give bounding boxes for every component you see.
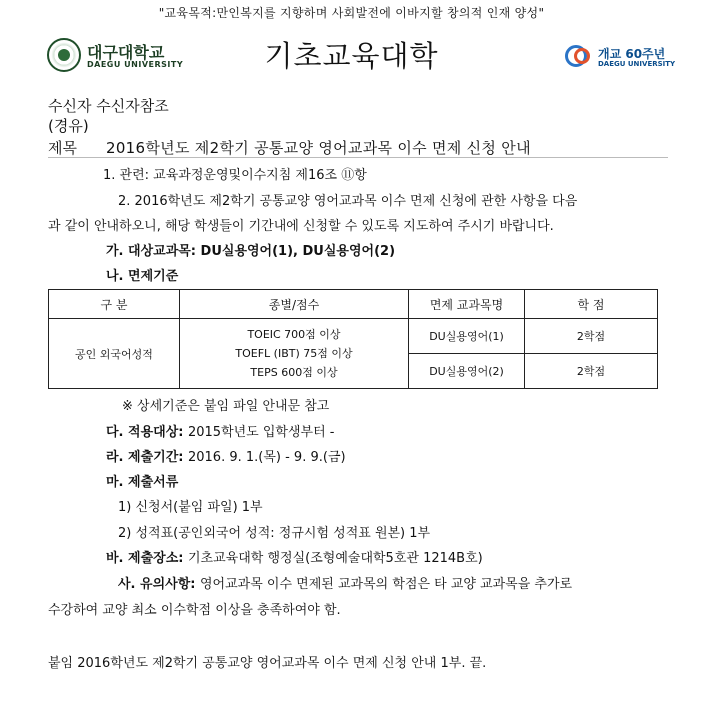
section-sa [118,573,572,592]
anniversary-text: 개교 60주년 [598,47,666,61]
table-header: 구 분 [49,290,180,319]
body-item-2-line1: 2. 2016학년도 제2학기 공통교양 영어교과목 이수 면제 신청에 관한 사항을 다음 [118,194,578,209]
exemption-table [48,289,658,389]
table-header: 학 점 [525,290,658,319]
section-sa-label: 사. 유의사항: [118,577,200,592]
subject-text: 2016학년도 제2학기 공통교양 영어교과목 이수 면제 신청 안내 [106,139,531,157]
score-toeic: TOEIC 700점 이상 [247,328,341,341]
section-ma: 마. 제출서류 [106,475,179,490]
category-cell: 공인 외국어성적 [49,319,180,389]
credit-cell: 2학점 [525,354,658,389]
via: (경유) [48,117,89,135]
table-header: 면제 교과목명 [409,290,525,319]
subject-row [48,137,531,158]
section-sa-line2: 수강하여 교양 최소 이수학점 이상을 충족하여야 함. [48,603,341,618]
score-teps: TEPS 600점 이상 [250,366,338,379]
motto: "교육목적:만인복지를 지향하며 사회발전에 이바지할 창의적 인재 양성" [158,6,545,20]
section-ga: 가. 대상교과목: DU실용영어(1), DU실용영어(2) [106,244,396,259]
credit-cell: 2학점 [525,319,658,354]
section-ba-value: 기초교육대학 행정실(조형예술대학5호관 1214B호) [187,551,483,566]
body-item-1: 1. 관련: 교육과정운영및이수지침 제16조 ⑪항 [103,168,367,183]
section-ba [106,547,483,566]
section-ra-label: 라. 제출기간: [106,450,188,465]
section-ma-2: 2) 성적표(공인외국어 성적: 정규시험 성적표 원본) 1부 [118,526,431,541]
section-da-label: 다. 적용대상: [106,425,188,440]
detail-note: ※ 상세기준은 붙임 파일 안내문 참고 [122,399,330,414]
page-title: 기초교육대학 [264,39,439,73]
table-header: 종별/점수 [180,290,409,319]
attachment-line: 붙임 2016학년도 제2학기 공통교양 영어교과목 이수 면제 신청 안내 1부. 끝. [48,656,487,671]
section-sa-value: 영어교과목 이수 면제된 교과목의 학점은 타 교양 교과목을 추가로 [199,577,573,592]
subject-divider [48,157,668,158]
anniversary-logo [562,42,676,72]
table-row [49,319,658,354]
anniversary-rings-icon [562,42,594,70]
university-name: 대구대학교 [87,43,165,62]
subject-label: 제목 [48,139,77,157]
subject-cell: DU실용영어(2) [409,354,525,389]
score-toefl: TOEFL (IBT) 75점 이상 [235,347,353,360]
section-ba-label: 바. 제출장소: [106,551,188,566]
scores-cell [180,319,409,389]
section-ra [106,446,346,465]
table-header-row [49,290,658,319]
subject-cell: DU실용영어(1) [409,319,525,354]
section-na: 나. 면제기준 [106,269,179,284]
recipient: 수신자 수신자참조 [48,97,169,115]
section-ra-value: 2016. 9. 1.(목) - 9. 9.(금) [187,450,346,465]
university-name-en: DAEGU UNIVERSITY [87,60,184,69]
body-item-2-line2: 과 같이 안내하오니, 해당 학생들이 기간내에 신청할 수 있도록 지도하여 주시기 바랍니다. [48,219,554,234]
section-da [106,421,335,440]
section-ma-1: 1) 신청서(붙임 파일) 1부 [118,500,263,515]
anniversary-sub: DAEGU UNIVERSITY [598,60,676,68]
section-da-value: 2015학년도 입학생부터 - [187,425,335,440]
